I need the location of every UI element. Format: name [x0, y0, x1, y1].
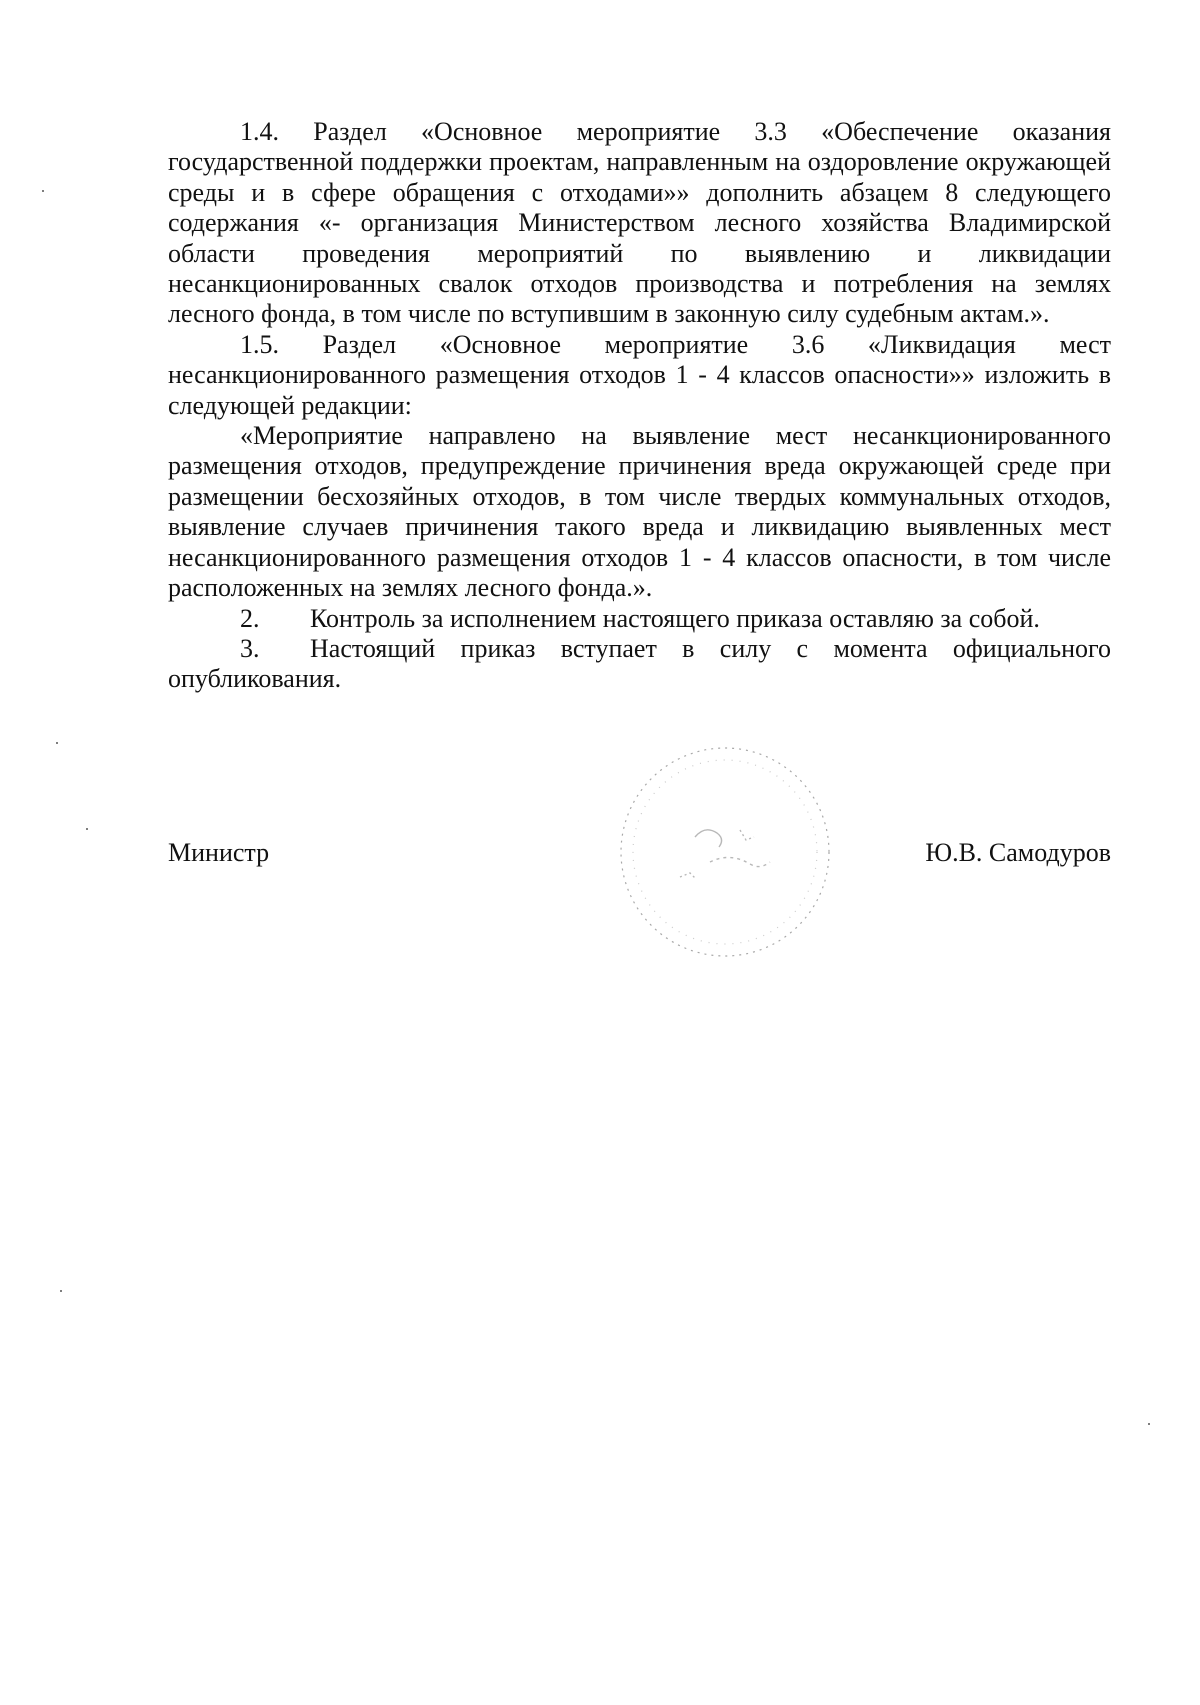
- list-item-number: 2.: [240, 603, 260, 633]
- paragraph-1-4: 1.4. Раздел «Основное мероприятие 3.3 «Обеспечение оказания государственной поддержки проектам, направленным на оздоровление окружающей среды и в сфере обращения с отходами»» дополнить абзацем 8 следующего содержания «- организация Министерством лесного хозяйства Владимирской области проведения мероприятий по выявлению и ликвидации несанкционированных свалок отходов производства и потребления на землях лесного фонда, в том числе по вступившим в законную силу судебным актам.».: [168, 117, 1111, 329]
- paragraph-quote: «Мероприятие направлено на выявление мест несанкционированного размещения отходов, предупреждение причинения вреда окружающей среде при размещении бесхозяйных отходов, в том числе твердых коммунальных отходов, выявление случаев причинения такого вреда и ликвидацию выявленных мест несанкционированного размещения отходов 1 - 4 классов опасности, в том числе расположенных на землях лесного фонда.».: [168, 421, 1111, 603]
- signatory-position: Министр: [168, 838, 270, 867]
- scan-speck: [1148, 1423, 1150, 1425]
- list-item-3: [168, 634, 1111, 695]
- scan-speck: [56, 742, 58, 744]
- list-item-number: 3.: [240, 633, 260, 663]
- document-body: [168, 117, 1111, 695]
- official-seal-stamp: [610, 742, 840, 962]
- scan-speck: [42, 190, 44, 192]
- list-item-2: [168, 604, 1111, 634]
- list-item-text: Настоящий приказ вступает в силу с момента официального опубликования.: [168, 633, 1111, 694]
- scan-speck: [86, 828, 88, 830]
- scan-speck: [60, 1290, 62, 1292]
- paragraph-1-5: 1.5. Раздел «Основное мероприятие 3.6 «Ликвидация мест несанкционированного размещения отходов 1 - 4 классов опасности»» изложить в следующей редакции:: [168, 329, 1111, 420]
- list-item-text: Контроль за исполнением настоящего приказа оставляю за собой.: [310, 603, 1040, 633]
- signatory-name: Ю.В. Самодуров: [925, 838, 1111, 867]
